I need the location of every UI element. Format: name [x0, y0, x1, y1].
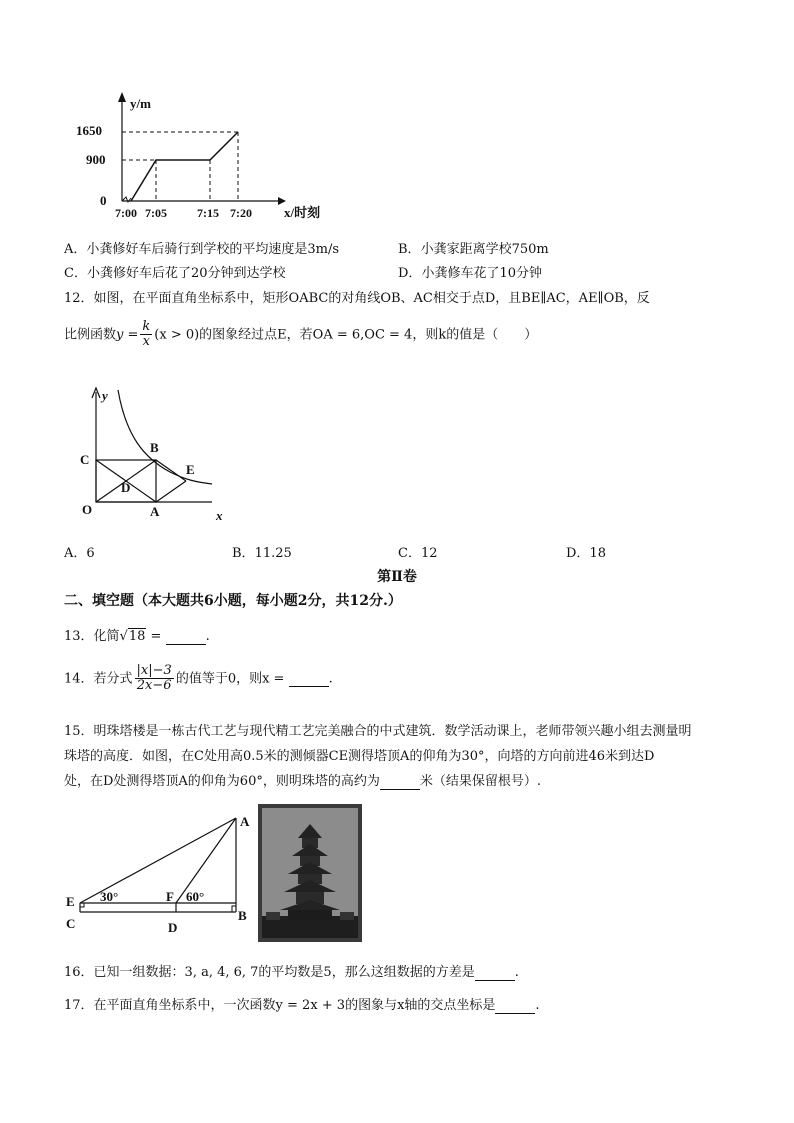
x-tick-700: 7:00: [115, 206, 137, 220]
q12-option-b: B．11.25: [232, 546, 292, 561]
label-d: D: [121, 480, 131, 495]
x-axis-arrow: [278, 197, 286, 205]
angle-60-label: 60°: [186, 889, 205, 904]
segment-be: [156, 460, 186, 481]
section2-heading: 二、填空题（本大题共6小题，每小题2分，共12分.）: [64, 593, 402, 609]
q16-answer-blank[interactable]: [475, 965, 515, 981]
q13-answer-blank[interactable]: [166, 629, 206, 645]
label-f: F: [166, 889, 174, 904]
q17-answer-blank[interactable]: [495, 998, 535, 1014]
y-tick-900: 900: [86, 152, 106, 167]
q12-hyperbola-figure: [60, 378, 240, 528]
angle-30-label: 30°: [100, 889, 119, 904]
q11-option-d: D．小龚修车花了10分钟: [398, 266, 542, 281]
part2-title: 第Ⅱ卷: [377, 569, 417, 585]
x-tick-705: 7:05: [145, 206, 167, 220]
q15-elevation-figure: [62, 808, 252, 942]
distance-series-line: [131, 132, 238, 201]
q14-numerator: |x|−3: [136, 663, 172, 678]
sightline-fa: [176, 818, 236, 903]
q13-stem: 13．化简√18 = .: [64, 629, 210, 644]
q12-option-c: C．12: [398, 546, 438, 561]
q12-option-a: A．6: [64, 546, 95, 561]
q11-option-b: B．小龚家距离学校750m: [398, 242, 549, 257]
label-y: y: [102, 388, 108, 403]
y-axis-label: y/m: [130, 96, 151, 111]
q15-answer-blank[interactable]: [380, 774, 420, 790]
q16-stem: 16．已知一组数据：3, a, 4, 6, 7的平均数是5，那么这组数据的方差是 .: [64, 965, 519, 980]
q15-stem-line2: 珠塔的高度．如图，在C处用高0.5米的测倾器CE测得塔顶A的仰角为30°，向塔的方向前进46米到达D: [64, 749, 655, 764]
q12-stem-line2: 比例函数y = $\frac{k}{x}$ (x > 0)的图象经过点E，若OA = 6,OC = 4，则k的值是（ ）: [64, 319, 538, 350]
q11-distance-time-graph: [60, 86, 330, 226]
y-tick-0: 0: [100, 193, 107, 208]
q11-option-a: A．小龚修好车后骑行到学校的平均速度是3m/s: [64, 242, 340, 257]
y-tick-1650: 1650: [76, 123, 102, 138]
label-e: E: [186, 462, 195, 477]
label-b: B: [238, 908, 247, 923]
q13-radicand: 18: [128, 629, 146, 644]
hyperbola-curve: [118, 390, 212, 484]
pearl-tower-photo: [258, 804, 362, 942]
label-d: D: [168, 920, 178, 935]
q14-denominator: 2x−6: [136, 678, 172, 694]
label-b: B: [150, 440, 159, 455]
q12-option-d: D．18: [566, 546, 606, 561]
q15-stem-line1: 15．明珠塔楼是一栋古代工艺与现代精工艺完美融合的中式建筑．数学活动课上，老师带领兴趣小组去测量明: [64, 724, 692, 739]
label-e: E: [66, 894, 75, 909]
segment-ae: [156, 481, 186, 502]
label-o: O: [82, 502, 93, 517]
y-axis-arrow: [118, 92, 126, 102]
x-tick-715: 7:15: [197, 206, 219, 220]
q12-stem-line1: 12．如图，在平面直角坐标系中，矩形OABC的对角线OB、AC相交于点D，且BE∥AC，AE∥OB，反: [64, 291, 650, 306]
x-axis-label: x/时刻: [284, 205, 321, 220]
q14-stem: 14．若分式 $\frac{|x|-3}{2x-6}$ 的值等于0，则x = .: [64, 663, 333, 694]
label-c: C: [66, 916, 76, 931]
q17-stem: 17．在平面直角坐标系中，一次函数y = 2x + 3的图象与x轴的交点坐标是 .: [64, 998, 540, 1013]
label-x: x: [216, 508, 223, 523]
x-tick-720: 7:20: [230, 206, 252, 220]
label-a: A: [150, 504, 160, 519]
label-a: A: [240, 814, 250, 829]
label-c: C: [80, 452, 90, 467]
q11-option-c: C．小龚修好车后花了20分钟到达学校: [64, 266, 286, 281]
q14-answer-blank[interactable]: [289, 671, 329, 687]
q15-stem-line3: 处，在D处测得塔顶A的仰角为60°，则明珠塔的高约为 米（结果保留根号）.: [64, 774, 541, 789]
